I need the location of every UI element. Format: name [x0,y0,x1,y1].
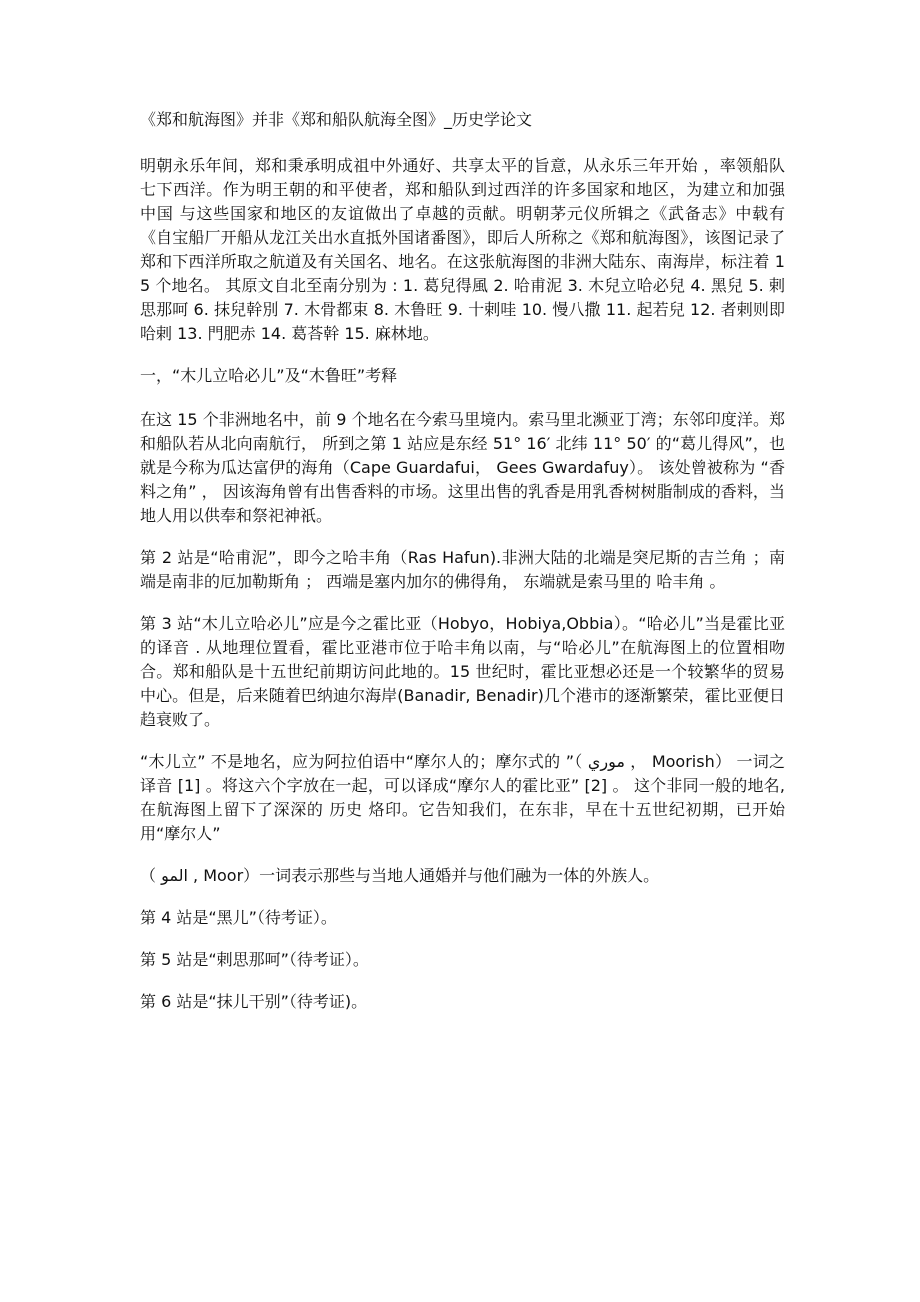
station-5-line: 第 5 站是“剌思那呵”（待考证）。 [140,950,369,969]
document-title: 《郑和航海图》并非《郑和船队航海全图》_历史学论文 [140,110,533,129]
station-3-paragraph: 第 3 站“木儿立哈必儿”应是今之霍比亚（Hobyo，Hobiya,Obbia）。“哈必儿”当是霍比亚的译音 . 从地理位置看，霍比亚港市位于哈丰角以南，与“哈必儿”在航海图上的位置相吻合。郑和船队是十五世纪前期访问此地的。15 世纪时，霍比亚想必还是一个较繁华的贸易中心。但是，后来随着巴纳迪尔海岸(Banadir, Benadir)几个港市的逐渐繁荣，霍比亚便日趋衰败了。 [140,614,785,729]
moor-paragraph: （ المو , Moor）一词表示那些与当地人通婚并与他们融为一体的外族人。 [140,866,660,885]
station-1-paragraph: 在这 15 个非洲地名中，前 9 个地名在今索马里境内。索马里北濒亚丁湾；东邻印度洋。郑和船队若从北向南航行， 所到之第 1 站应是东经 51° 16′ 北纬 11° 50′ 的“葛儿得风”，也就是今称为瓜达富伊的海角（Cape Guardafui， Gees Gwardafuy）。 该处曾被称为 “香料之角” ， 因该海角曾有出售香料的市场。这里出售的乳香是用乳香树树脂制成的香料，当地人用以供奉和祭祀神祇。 [140,410,785,525]
station-4-line: 第 4 站是“黑儿”（待考证）。 [140,908,337,927]
document-page [140,108,785,1032]
station-2-paragraph: 第 2 站是“哈甫泥”，即今之哈丰角（Ras Hafun).非洲大陆的北端是突尼斯的吉兰角 ；南端是南非的厄加勒斯角 ； 西端是塞内加尔的佛得角， 东端就是索马里的 哈丰角 。 [140,548,785,591]
station-6-line: 第 6 站是“抹儿干别”（待考证)。 [140,992,368,1011]
section-heading: 一，“木儿立哈必儿”及“木鲁旺”考释 [140,366,398,385]
muerli-paragraph: “木儿立” 不是地名，应为阿拉伯语中“摩尔人的；摩尔式的 ”（ موري ， Moorish） 一词之译音 [1] 。将这六个字放在一起，可以译成“摩尔人的霍比亚” [2] 。 这个非同一般的地名,在航海图上留下了深深的 历史 烙印。它告知我们，在东非，早在十五世纪初期，已开始用“摩尔人” [140,752,785,843]
intro-paragraph: 明朝永乐年间，郑和秉承明成祖中外通好、共享太平的旨意，从永乐三年开始 ，率领船队七下西洋。作为明王朝的和平使者，郑和船队到过西洋的许多国家和地区，为建立和加强 中国 与这些国家和地区的友谊做出了卓越的贡献。明朝茅元仪所辑之《武备志》中载有《自宝船厂开船从龙江关出水直抵外国诸番图》，即后人所称之《郑和航海图》，该图记录了郑和下西洋所取之航道及有关国名、地名。在这张航海图的非洲大陆东、南海岸，标注着 15 个地名。 其原文自北至南分别为 : 1. 葛兒得風 2. 哈甫泥 3. 木兒立哈必兒 4. 黑兒 5. 剌思那呵 6. 抹兒幹別 7. 木骨都束 8. 木鲁旺 9. 十剌哇 10. 慢八撒 11. 起若兒 12. 者剌则即哈剌 13. 門肥赤 14. 葛荅幹 15. 麻林地。 [140,156,785,343]
